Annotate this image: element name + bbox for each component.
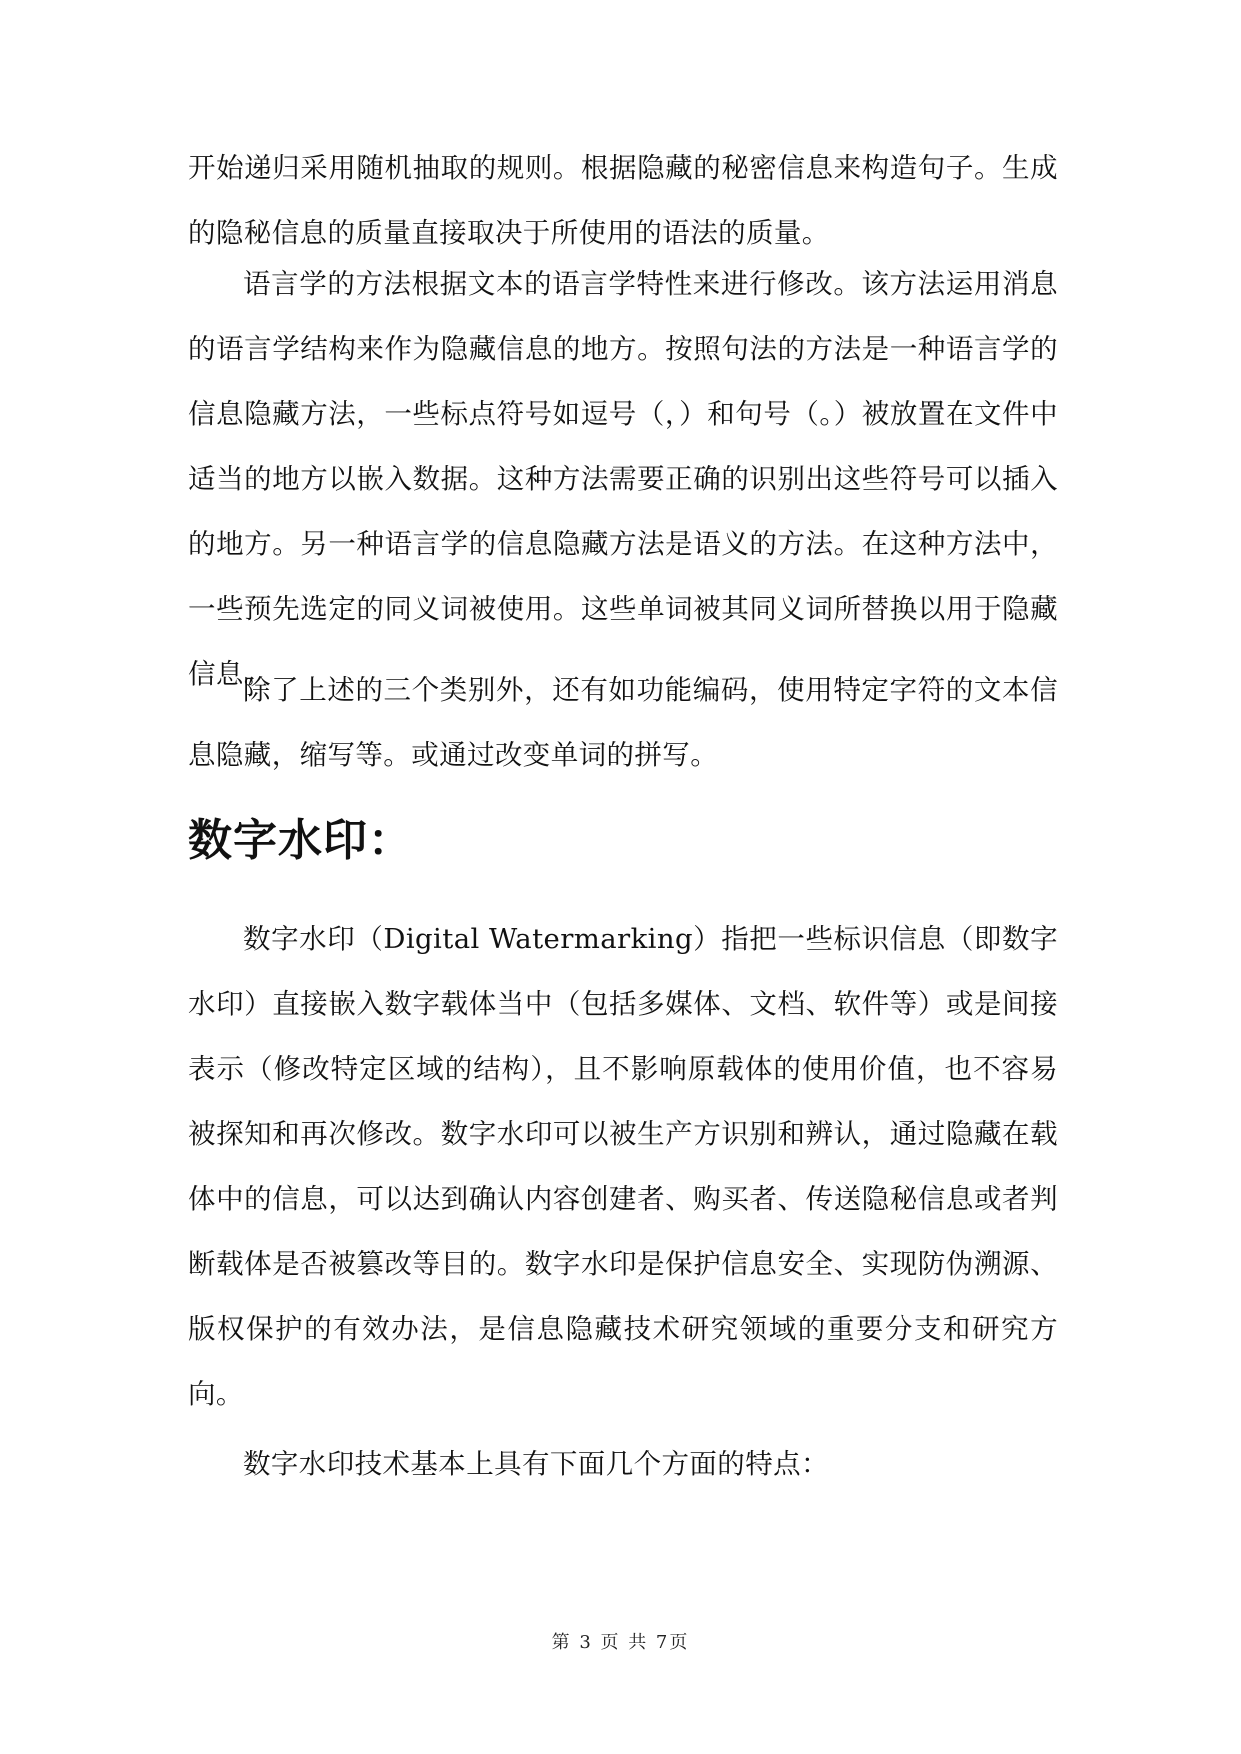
paragraph-watermark-features: 数字水印技术基本上具有下面几个方面的特点：	[243, 1448, 829, 1480]
paragraph-linguistic-methods: 语言学的方法根据文本的语言学特性来进行修改。该方法运用消息的语言学结构来作为隐藏信息的地方。按照句法的方法是一种语言学的信息隐藏方法，一些标点符号如逗号（，）和句号（。）被放置在文件中适当的地方以嵌入数据。这种方法需要正确的识别出这些符号可以插入的地方。另一种语言学的信息隐藏方法是语义的方法。在这种方法中，一些预先选定的同义词被使用。这些单词被其同义词所替换以用于隐藏信息。	[188, 268, 1058, 690]
section-heading: 数字水印：	[188, 815, 413, 866]
paragraph-continuation: 开始递归采用随机抽取的规则。根据隐藏的秘密信息来构造句子。生成的隐秘信息的质量直接取决于所使用的语法的质量。	[188, 152, 1058, 249]
paragraph-digital-watermarking: 数字水印（Digital Watermarking）指把一些标识信息（即数字水印）直接嵌入数字载体当中（包括多媒体、文档、软件等）或是间接表示（修改特定区域的结构），且不影响原载体的使用价值，也不容易被探知和再次修改。数字水印可以被生产方识别和辨认，通过隐藏在载体中的信息，可以达到确认内容创建者、购买者、传送隐秘信息或者判断载体是否被篡改等目的。数字水印是保护信息安全、实现防伪溯源、版权保护的有效办法，是信息隐藏技术研究领域的重要分支和研究方向。	[188, 923, 1058, 1410]
paragraph-other-methods: 除了上述的三个类别外，还有如功能编码，使用特定字符的文本信息隐藏，缩写等。或通过改变单词的拼写。	[188, 674, 1058, 771]
page-footer: 第 3 页 共 7页	[551, 1632, 690, 1653]
